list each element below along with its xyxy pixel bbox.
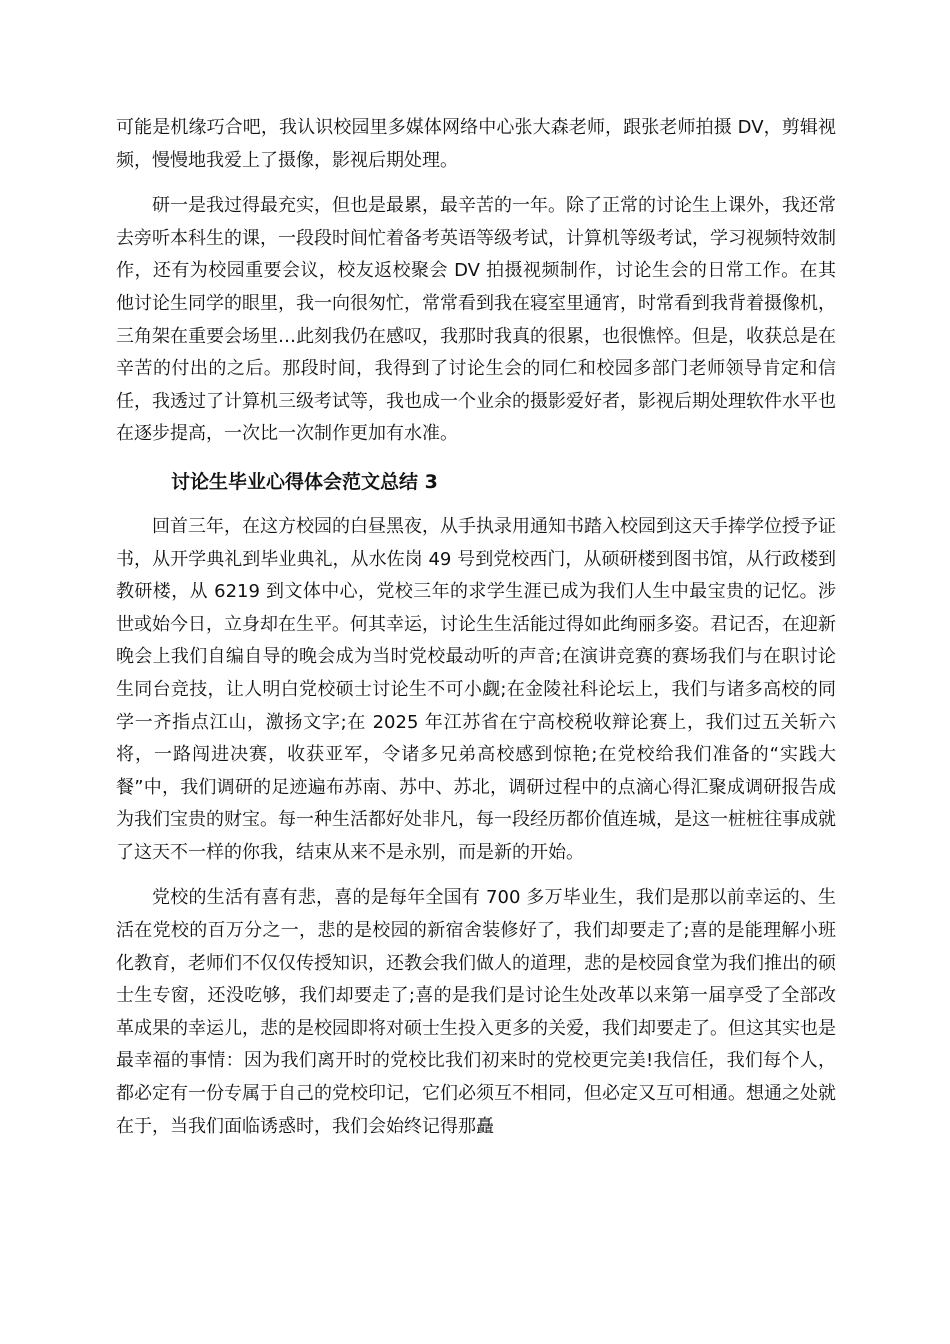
document-body — [116, 112, 836, 1143]
paragraph-joys-sorrows: 党校的生活有喜有悲，喜的是每年全国有 700 多万毕业生，我们是那以前幸运的、生活在党校的百万分之一，悲的是校园的新宿舍装修好了，我们却要走了;喜的是能理解小班化教育，老师们不仅仅传授知识，还教会我们做人的道理，悲的是校园食堂为我们推出的硕士生专窗，还没吃够，我们却要走了;喜的是我们是讨论生处改革以来第一届享受了全部改革成果的幸运儿，悲的是校园即将对硕士生投入更多的关爱，我们却要走了。但这其实也是最幸福的事情：因为我们离开时的党校比我们初来时的党校更完美!我信任，我们每个人，都必定有一份专属于自己的党校印记，它们必须互不相同，但必定又互可相通。想通之处就在于，当我们面临诱惑时，我们会始终记得那矗 — [116, 887, 836, 1137]
paragraph-looking-back: 回首三年，在这方校园的白昼黑夜，从手执录用通知书踏入校园到这天手捧学位授予证书，从开学典礼到毕业典礼，从水佐岗 49 号到党校西门，从硕研楼到图书馆，从行政楼到教研楼，从 6219 到文体中心，党校三年的求学生涯已成为我们人生中最宝贵的记忆。涉世或始今日，立身却在生平。何其幸运，讨论生生活能过得如此绚丽多姿。君记否，在迎新晚会上我们自编自导的晚会成为当时党校最动听的声音;在演讲竞赛的赛场我们与在职讨论生同台竞技，让人明白党校硕士讨论生不可小觑;在金陵社科论坛上，我们与诸多高校的同学一齐指点江山，激扬文字;在 2025 年江苏省在宁高校税收辩论赛上，我们过五关斩六将，一路闯进决赛，收获亚军，令诸多兄弟高校感到惊艳;在党校给我们准备的“实践大餐”中，我们调研的足迹遍布苏南、苏中、苏北，调研过程中的点滴心得汇聚成调研报告成为我们宝贵的财宝。每一种生活都好处非凡，每一段经历都价值连城，是这一桩桩往事成就了这天不一样的你我，结束从来不是永别，而是新的开始。 — [116, 515, 836, 863]
paragraph-first-year: 研一是我过得最充实，但也是最累，最辛苦的一年。除了正常的讨论生上课外，我还常去旁听本科生的课，一段段时间忙着备考英语等级考试，计算机等级考试，学习视频特效制作，还有为校园重要会议，校友返校聚会 DV 拍摄视频制作，讨论生会的日常工作。在其他讨论生同学的眼里，我一向很匆忙，常常看到我在寝室里通宵，时常看到我背着摄像机，三角架在重要会场里…此刻我仍在感叹，我那时我真的很累，也很憔悴。但是，收获总是在辛苦的付出的之后。那段时间，我得到了讨论生会的同仁和校园多部门老师领导肯定和信任，我透过了计算机三级考试等，我也成一个业余的摄影爱好者，影视后期处理软件水平也在逐步提高，一次比一次制作更加有水准。 — [116, 195, 836, 445]
paragraph-intro-continuation: 可能是机缘巧合吧，我认识校园里多媒体网络中心张大森老师，跟张老师拍摄 DV，剪辑视频，慢慢地我爱上了摄像，影视后期处理。 — [116, 117, 836, 171]
section-heading: 讨论生毕业心得体会范文总结 3 — [171, 470, 438, 493]
